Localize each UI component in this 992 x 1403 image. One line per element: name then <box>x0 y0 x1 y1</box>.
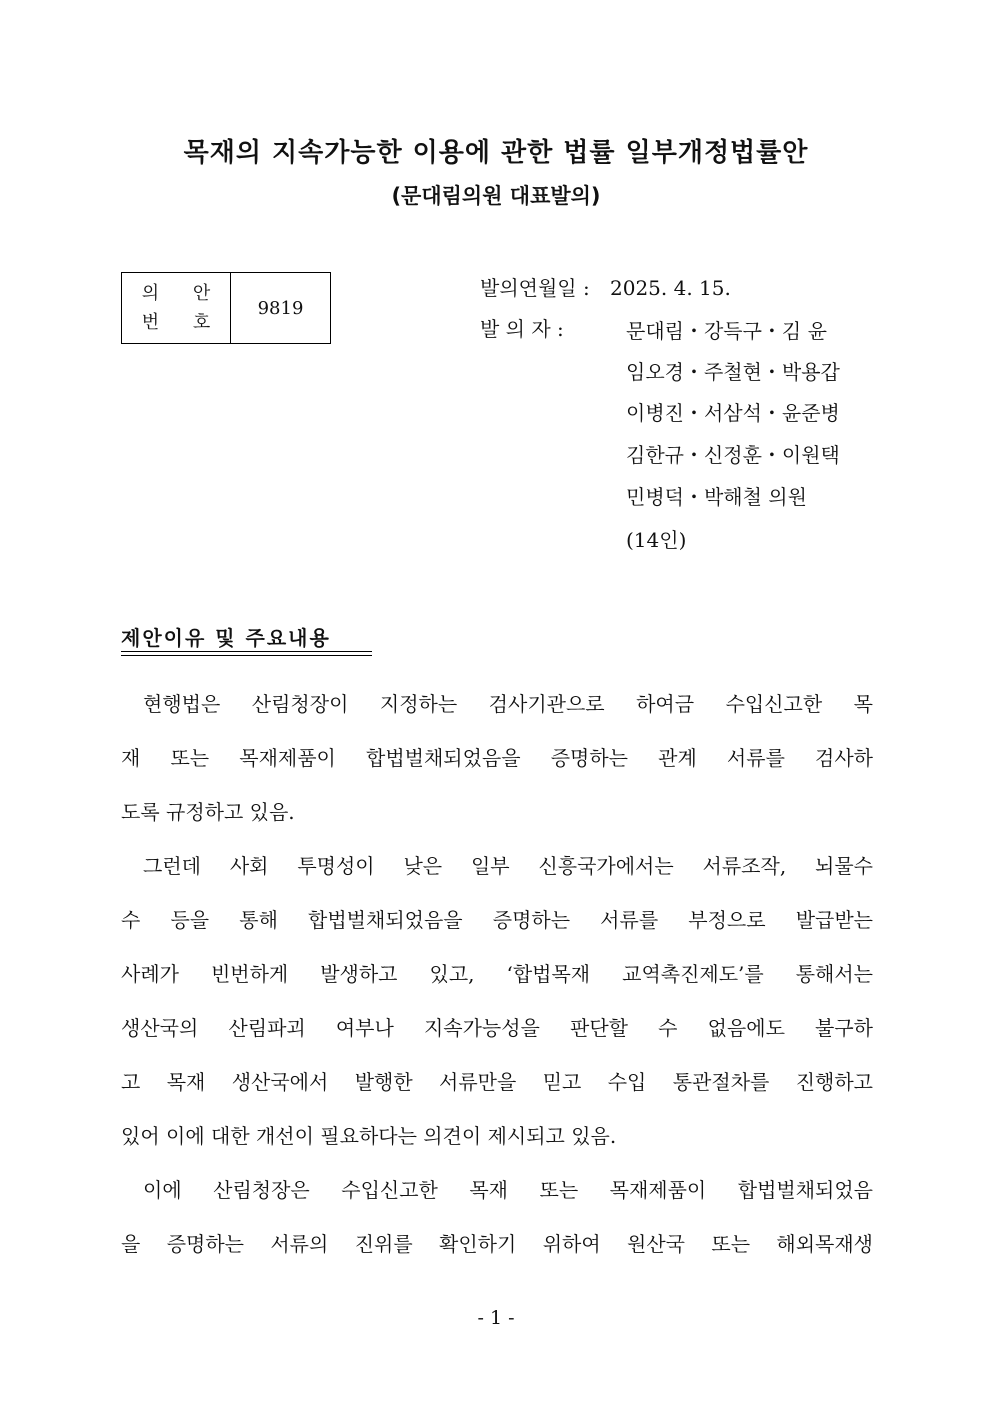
proposal-date-value: 2025. 4. 15. <box>610 276 731 300</box>
document-title: 목재의 지속가능한 이용에 관한 법률 일부개정법률안 <box>183 138 809 168</box>
proposer-line: 문대림・강득구・김 윤 <box>626 319 827 343</box>
body-line: 있어 이에 대한 개선이 필요하다는 의견이 제시되고 있음. <box>121 1124 617 1148</box>
body-line: 고 목재 생산국에서 발행한 서류만을 믿고 수입 통관절차를 진행하고 <box>121 1070 873 1094</box>
bill-number-label-line1: 의 안 <box>141 283 225 304</box>
bill-number-box <box>121 272 331 344</box>
body-line: 도록 규정하고 있음. <box>121 800 295 824</box>
proposal-date-row <box>480 274 731 302</box>
proposer-row <box>480 315 610 343</box>
proposal-date-label: 발의연월일 : <box>480 276 590 300</box>
heading-underline <box>121 651 372 652</box>
body-line: 현행법은 산림청장이 지정하는 검사기관으로 하여금 수입신고한 목 <box>143 692 873 716</box>
body-line: 생산국의 산림파괴 여부나 지속가능성을 판단할 수 없음에도 불구하 <box>121 1016 873 1040</box>
bill-number-value: 9819 <box>231 273 331 344</box>
section-heading: 제안이유 및 주요내용 <box>121 626 331 650</box>
proposer-line: 김한규・신정훈・이원택 <box>626 443 840 467</box>
body-line: 그런데 사회 투명성이 낮은 일부 신흥국가에서는 서류조작, 뇌물수 <box>143 854 873 878</box>
bill-number-label <box>122 273 231 344</box>
body-line: 을 증명하는 서류의 진위를 확인하기 위하여 원산국 또는 해외목재생 <box>121 1232 873 1256</box>
page-number: - 1 - <box>477 1307 515 1329</box>
body-line: 이에 산림청장은 수입신고한 목재 또는 목재제품이 합법벌채되었음 <box>143 1178 873 1202</box>
proposer-line: 민병덕・박해철 의원 <box>626 485 807 509</box>
body-line: 재 또는 목재제품이 합법벌채되었음을 증명하는 관계 서류를 검사하 <box>121 746 873 770</box>
proposer-line: 임오경・주철현・박용갑 <box>626 360 840 384</box>
body-line: 사례가 빈번하게 발생하고 있고, ‘합법목재 교역촉진제도’를 통해서는 <box>121 962 873 986</box>
heading-underline-double <box>121 655 372 656</box>
document-subtitle: (문대림의원 대표발의) <box>391 184 601 208</box>
proposer-count: (14인) <box>626 528 687 552</box>
proposer-line: 이병진・서삼석・윤준병 <box>626 401 840 425</box>
body-line: 수 등을 통해 합법벌채되었음을 증명하는 서류를 부정으로 발급받는 <box>121 908 873 932</box>
proposer-label: 발 의 자 : <box>480 317 564 341</box>
bill-number-label-line2: 번 호 <box>141 312 225 333</box>
